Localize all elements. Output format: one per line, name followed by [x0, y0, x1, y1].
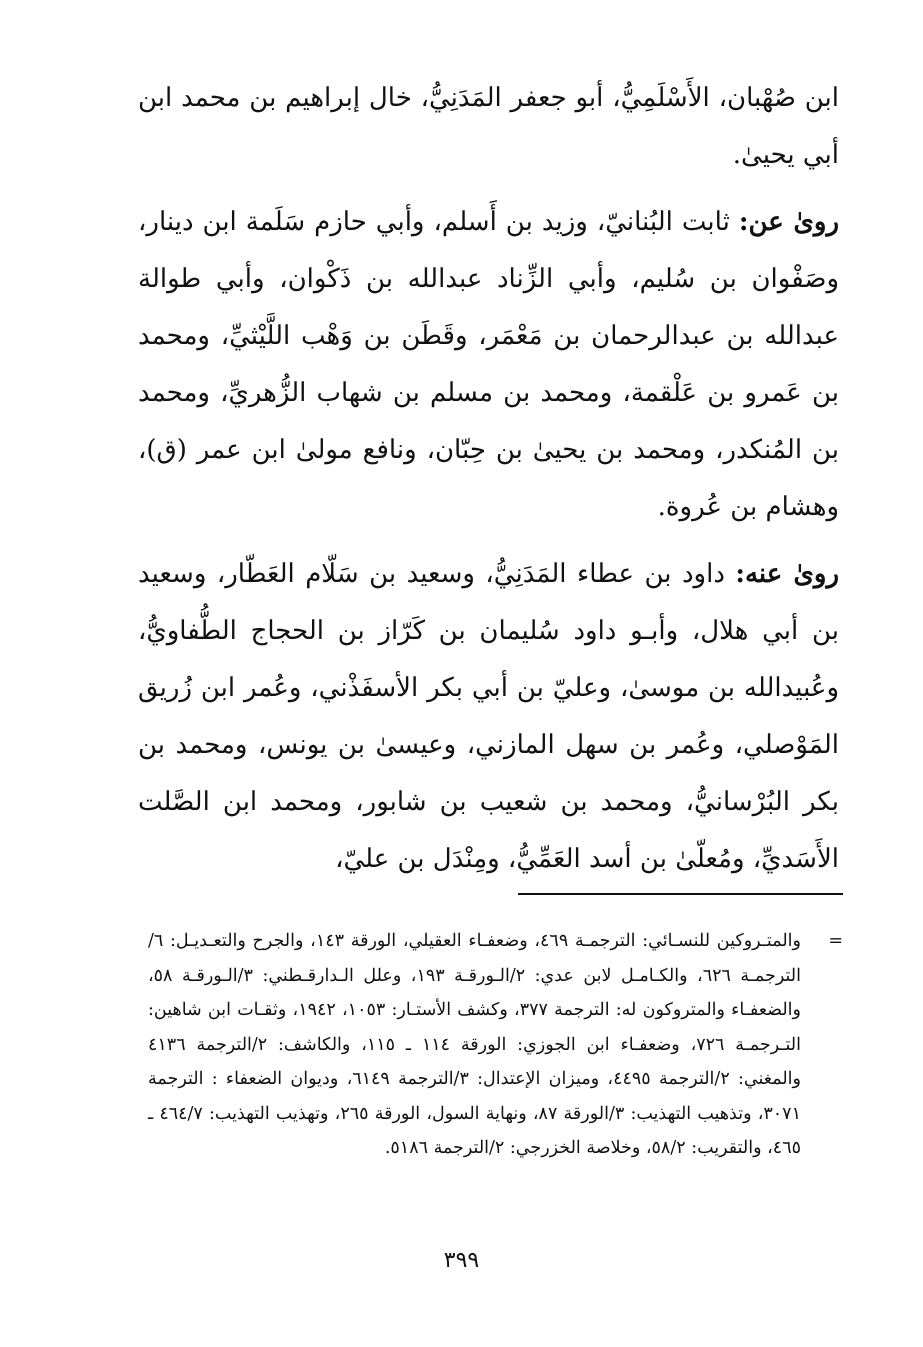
narrated-from-text: ثابت البُنانيّ، وزيد بن أَسلم، وأبي حازم سَلَمة ابن دينار، وصَفْوان بن سُليم، وأبي الزِّناد عبدالله بن ذَكْوان، وأبي طوالة عبدالله بن عبدالرحمان بن مَعْمَر، وقَطَن بن وَهْب اللَّيْثيِّ، ومحمد بن عَمرو بن عَلْقمة، ومحمد بن مسلم بن شهاب الزُّهريِّ، ومحمد بن المُنكدر، ومحمد بن يحيىٰ بن حِبّان، ونافع مولىٰ ابن عمر (ق)، وهشام بن عُروة.: [138, 207, 839, 522]
footnote-continuation-mark: =: [828, 931, 843, 951]
narrated-by-label: روىٰ عنه:: [735, 559, 840, 589]
footnote-text: والمتـروكين للنسـائي: الترجمـة ٤٦٩، وضعفـاء العقيلي، الورقة ١٤٣، والجرح والتعـديـل: ٦/الترجمـة ٦٢٦، والكـامـل لابن عدي: ٢/الـورقـة ١٩٣، وعلل الـدارقـطني: ٣/الـورقـة ٥٨، والضعفـاء والمتروكون له: الترجمة ٣٧٧، وكشف الأستـار: ١٠٥٣، ١٩٤٢، وثقـات ابن شاهين: التـرجمـة ٧٢٦، وضعفـاء ابن الجوزي: الورقة ١١٤ ـ ١١٥، والكاشف: ٢/الترجمة ٤١٣٦ والمغني: ٢/الترجمة ٤٤٩٥، وميزان الإعتدال: ٣/الترجمة ٦١٤٩، وديوان الضعفاء : الترجمة ٣٠٧١، وتذهيب التهذيب: ٣/الورقة ٨٧، ونهاية السول، الورقة ٢٦٥، وتهذيب التهذيب: ٤٦٤/٧ ـ ٤٦٥، والتقريب: ٥٨/٢، وخلاصة الخزرجي: ٢/الترجمة ٥١٨٦.: [148, 931, 801, 1158]
footnote-divider: [518, 893, 843, 895]
narrated-from-label: روىٰ عن:: [738, 207, 839, 237]
footnote-block: [148, 924, 843, 1166]
main-text: [138, 70, 839, 888]
narrated-from-paragraph: [138, 194, 839, 536]
narrated-by-paragraph: [138, 546, 839, 888]
narrated-by-text: داود بن عطاء المَدَنِيُّ، وسعيد بن سَلّام العَطّار، وسعيد بن أبي هلال، وأبـو داود سُليمان بن كَرّاز بن الحجاج الطُّفاويُّ، وعُبيدالله بن موسىٰ، وعليّ بن أبي بكر الأسفَذْني، وعُمر ابن زُريق المَوْصلي، وعُمر بن سهل المازني، وعيسىٰ بن يونس، ومحمد بن بكر البُرْسانيُّ، ومحمد بن شعيب بن شابور، ومحمد ابن الصَّلت الأَسَديِّ، ومُعلّىٰ بن أسد العَمِّيُّ، ومِنْدَل بن عليّ،: [138, 559, 840, 874]
page-number: ٣٩٩: [443, 1248, 480, 1273]
intro-paragraph: ابن صُهْبان، الأَسْلَمِيُّ، أبو جعفر المَدَنِيُّ، خال إبراهيم بن محمد ابن أبي يحيىٰ.: [138, 83, 839, 170]
